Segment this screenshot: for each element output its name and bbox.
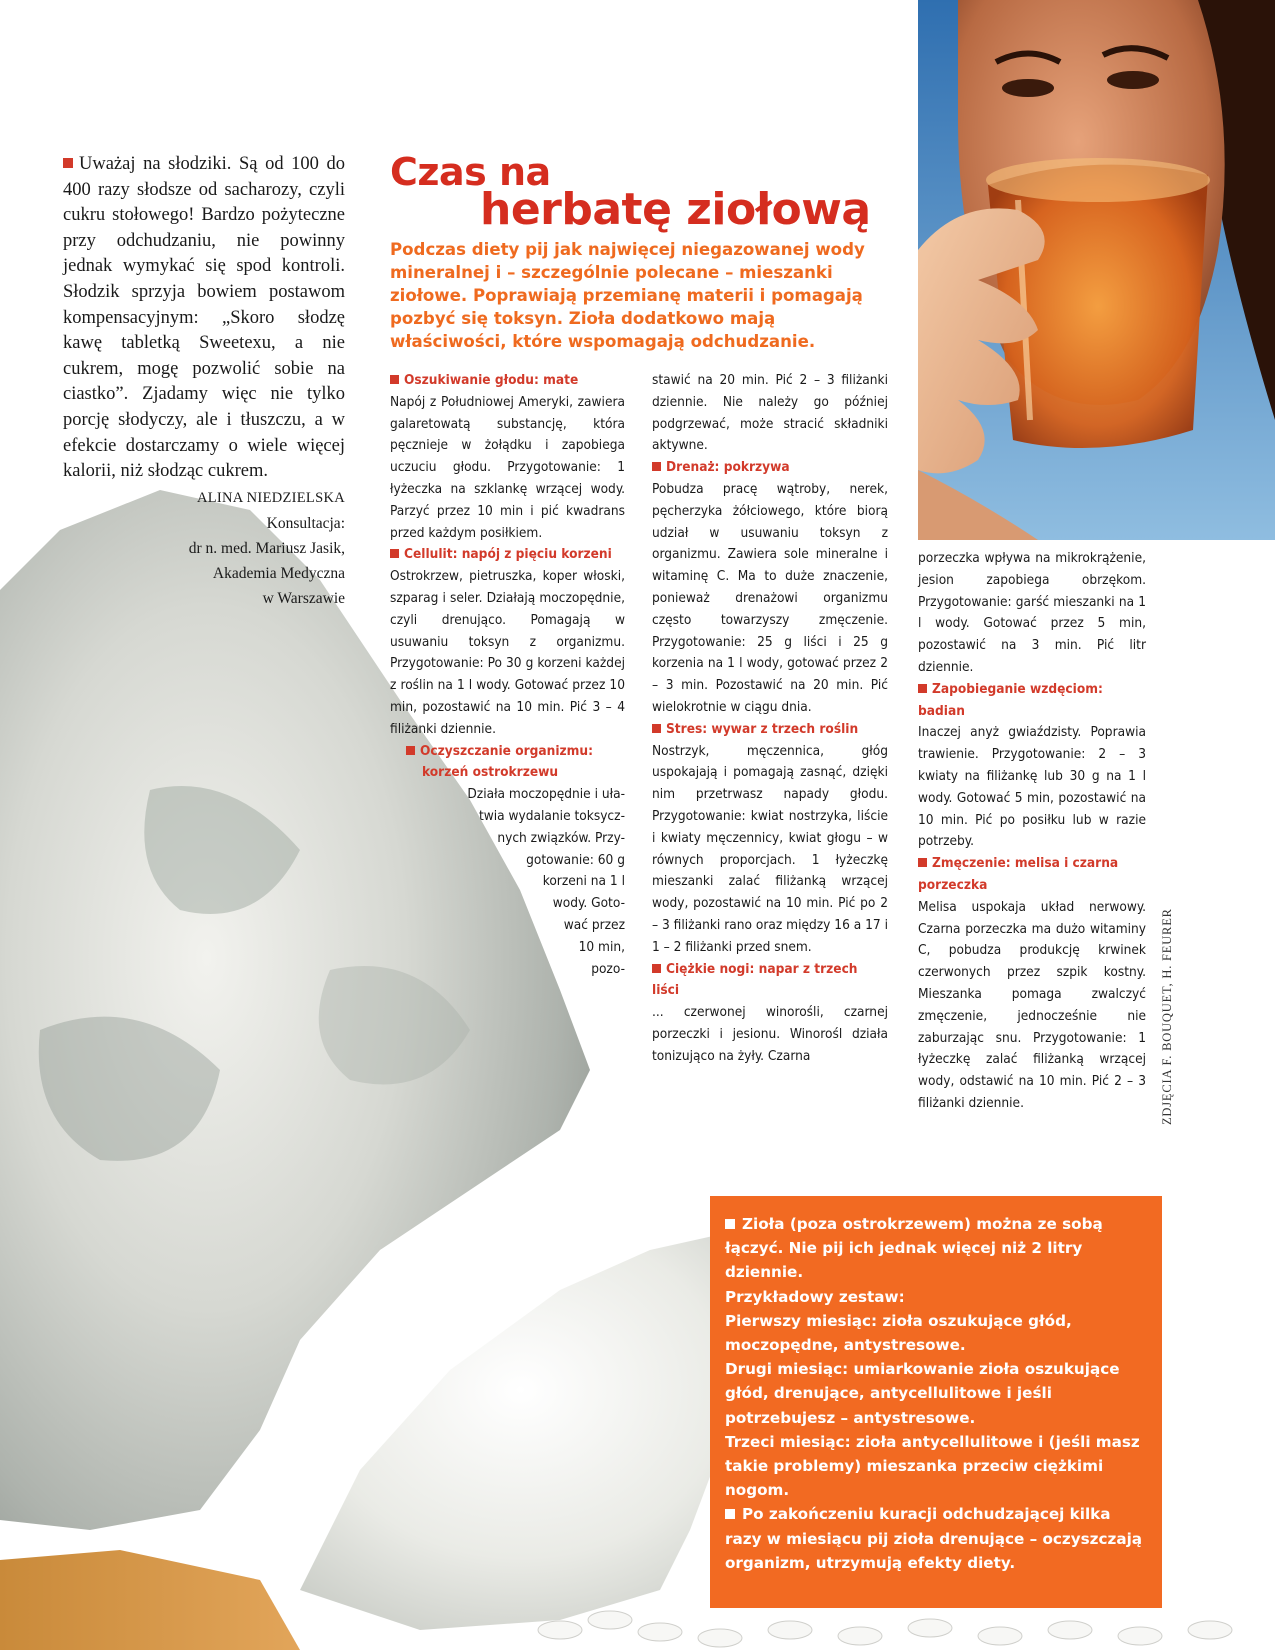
- consultant-city: w Warszawie: [262, 589, 345, 607]
- article-column-1: [390, 370, 625, 980]
- bullet-square-icon: [652, 724, 661, 733]
- tips-month-1: Pierwszy miesiąc: zioła oszukujące głód, moczopędne, antystresowe.: [725, 1311, 1072, 1355]
- bullet-square-icon: [390, 375, 399, 384]
- section-text-fatigue: Melisa uspokaja układ nerwowy. Czarna porzeczka ma dużo witaminy C, pobudza produkcję krwinek czerwonych przez szpik kostny. Mieszanka pomaga zwalczyć zmęczenie, jednocześnie nie zaburzając snu. Przygotowanie: 1 łyżeczkę zalać filiżanką wrzącej wody, odstawić na 10 min. Pić 2 – 3 filiżanki dziennie.: [918, 898, 1146, 1111]
- tips-month-2: Drugi miesiąc: umiarkowanie zioła oszukujące głód, drenujące, antycellulitowe i jeśli potrzebujesz – antystresowe.: [725, 1360, 1120, 1427]
- section-text-continued: stawić na 20 min. Pić 2 – 3 filiżanki dziennie. Nie należy go później podgrzewać, może stracić składniki aktywne.: [652, 372, 888, 454]
- consultant-name: dr n. med. Mariusz Jasik,: [188, 539, 345, 557]
- section-text-heavy-legs: ... czerwonej winorośli, czarnej porzeczki i jesionu. Winorośl działa tonizująco na żyły. Czarna: [652, 1004, 888, 1064]
- section-heading-cleansing-2: korzeń ostrokrzewu: [422, 764, 559, 781]
- consultation-label: Konsultacja:: [266, 514, 345, 532]
- headline-line-2: herbatę ziołową: [480, 184, 871, 235]
- section-heading-fatigue: Zmęczenie: melisa i czarna porzeczka: [918, 855, 1119, 893]
- bullet-square-icon: [652, 462, 661, 471]
- sidebar-heading: Uważaj na słodziki.: [79, 154, 232, 174]
- author-name: ALINA NIEDZIELSKA: [196, 489, 345, 506]
- photo-credit: ZDJĘCIA F. BOUQUET, H. FEURER: [1160, 908, 1174, 1125]
- section-text-bloating: Inaczej anyż gwiaździsty. Poprawia trawienie. Przygotowanie: 2 – 3 kwiaty na filiżankę lub 30 g na 1 l wody. Gotować 5 min, pozostawić na 10 min. Pić po posiłku lub w razie potrzeby.: [918, 724, 1146, 850]
- sidebar-text: [63, 152, 345, 485]
- article-column-2: [652, 370, 888, 1068]
- bullet-square-icon: [725, 1509, 735, 1519]
- section-text-continued-2: porzeczka wpływa na mikrokrążenie, jesion zapobiega obrzękom. Przygotowanie: garść mieszanki na 1 l wody. Gotować przez 5 min, pozostawić na 3 min. Pić litr dziennie.: [918, 550, 1146, 675]
- tips-set-title: Przykładowy zestaw:: [725, 1287, 905, 1306]
- bullet-square-icon: [918, 858, 927, 867]
- bullet-square-icon: [390, 549, 399, 558]
- bullet-square-icon: [725, 1219, 735, 1229]
- section-heading-cleansing: Oczyszczanie organizmu:: [390, 741, 625, 763]
- section-heading-mate: Oszukiwanie głodu: mate: [390, 370, 625, 392]
- section-heading-bloating: Zapobieganie wzdęciom: badian: [918, 680, 1103, 719]
- section-text-nettle: Pobudza pracę wątroby, nerek, pęcherzyka żółciowego, które biorą udział w usuwaniu toksyn z organizmu. Zawiera sole mineralne i witaminę C. Ma to duże znaczenie, ponieważ drenażowi organizmu często towarzyszy zmęczenie. Przygotowanie: 25 g liści i 25 g korzenia na 1 l wody, gotować przez 2 – 3 min. Pozostawić na 20 min. Pić wielokrotnie w ciągu dnia.: [652, 480, 888, 715]
- section-text-mate: Napój z Południowej Ameryki, zawiera galaretowatą substancję, która pęcznieje w żołądku i zapobiega uczuciu głodu. Przygotowanie: 1 łyżeczka na szklankę wrzącej wody. Parzyć przez 10 min i pić kwadrans przed każdym posiłkiem.: [390, 393, 625, 541]
- section-text-stress: Nostrzyk, męczennica, głóg uspokajają i pomagają zasnąć, dzięki nim przetrwasz napady głodu. Przygotowanie: kwiat nostrzyka, liście i kwiaty męczennicy, kwiat głogu – w równych proporcjach. 1 łyżeczkę mieszanki zalać filiżanką wrzącej wody, pozostawić na 10 min. Pić po 2 – 3 filiżanki rano oraz między 16 a 17 i 1 – 2 filiżanki przed snem.: [652, 742, 888, 955]
- section-text-cleansing: Działa moczopędnie i uła- twia wydalanie toksycz- nych związków. Przy- gotowanie: 60 g korzeni na 1 l wody. Goto- wać przez 10 min, pozo-: [467, 786, 625, 977]
- bullet-square-icon: [63, 158, 73, 168]
- consultant-organization: Akademia Medyczna: [212, 564, 345, 582]
- tips-month-3: Trzeci miesiąc: zioła antycellulitowe i (jeśli masz takie problemy) mieszanka przeciw ciężkimi nogom.: [725, 1432, 1140, 1500]
- bullet-square-icon: [406, 746, 415, 755]
- section-heading-cellulite: Cellulit: napój z pięciu korzeni: [390, 544, 625, 566]
- woman-drinking-tea-photo: [918, 0, 1275, 540]
- sidebar-body: Są od 100 do 400 razy słodsze od sacharozy, czyli cukru stołowego! Bardzo pożyteczne przy odchudzaniu, nie powinny jednak wymykać się spod kontroli. Słodzik sprzyja bowiem postawom kompensacyjnym: „Skoro słodzę kawę tabletką Sweetexu, a nie cukrem, mogę pozwolić sobie na ciastko”. Zjadamy więc nie tylko porcję słodyczy, ale i tłuszczu, a w efekcie dostarczamy o wiele więcej kalorii, niż słodząc cukrem.: [63, 154, 346, 482]
- article-column-3: [918, 548, 1146, 1115]
- bullet-square-icon: [918, 684, 927, 693]
- article-lead: Podczas diety pij jak najwięcej niegazowanej wody mineralnej i – szczególnie polecane – mieszanki ziołowe. Poprawiają przemianę materii i pomagają pozbyć się toksyn. Zioła dodatkowo mają właściwości, które wspomagają odchudzanie.: [390, 240, 865, 351]
- tips-after: Po zakończeniu kuracji odchudzającej kilka razy w miesiącu pij zioła drenujące – oczyszczają organizm, utrzymują efekty diety.: [725, 1505, 1143, 1572]
- section-text-cellulite: Ostrokrzew, pietruszka, koper włoski, szparag i seler. Działają moczopędnie, czyli drenująco. Pomagają w usuwaniu toksyn z organizmu. Przygotowanie: Po 30 g korzeni każdej z roślin na 1 l wody. Gotować przez 10 min, pozostawić na 10 min. Pić 3 – 4 filiżanki dziennie.: [390, 568, 625, 737]
- headline-line-1: Czas na: [390, 150, 551, 194]
- section-heading-stress: Stres: wywar z trzech roślin: [652, 719, 888, 741]
- section-heading-heavy-legs: Ciężkie nogi: napar z trzech liści: [652, 960, 858, 999]
- tips-combine: Zioła (poza ostrokrzewem) można ze sobą łączyć. Nie pij ich jednak więcej niż 2 litry dziennie.: [725, 1215, 1103, 1282]
- bullet-square-icon: [652, 964, 661, 973]
- sweeteners-sidebar: [63, 152, 345, 611]
- section-heading-nettle: Drenaż: pokrzywa: [652, 457, 888, 479]
- tips-box-text: [725, 1212, 1150, 1575]
- sidebar-credits: [63, 486, 345, 611]
